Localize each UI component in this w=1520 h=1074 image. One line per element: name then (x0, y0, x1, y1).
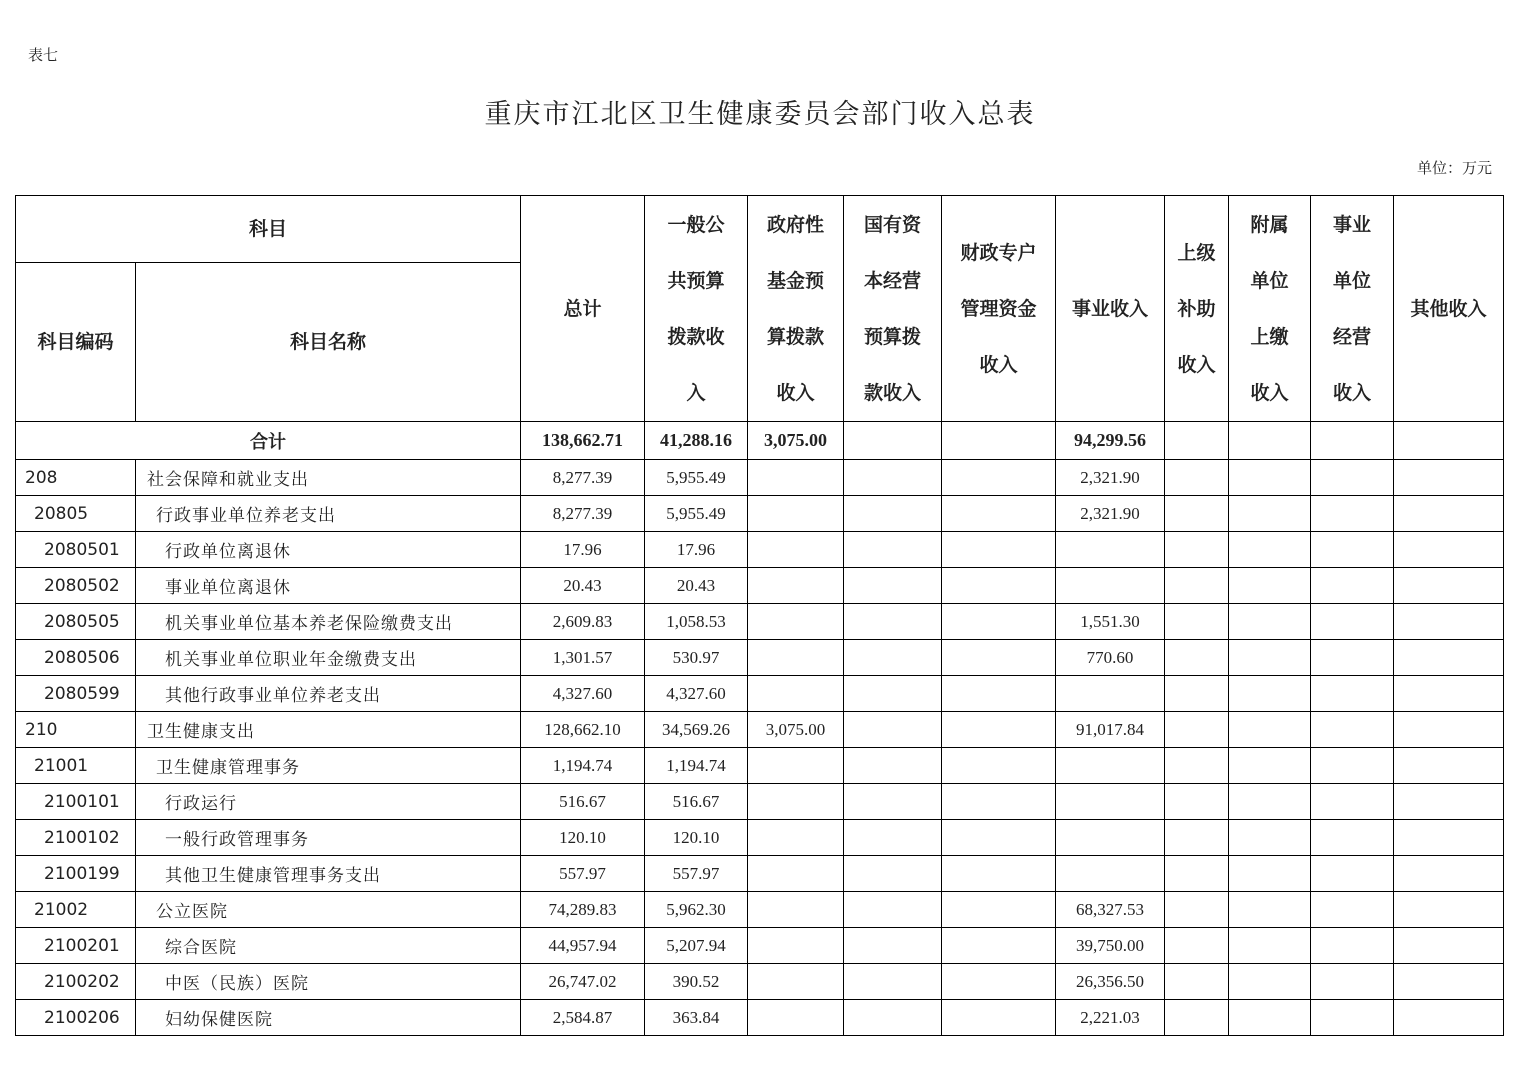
cell-business (1056, 820, 1165, 856)
cell-total: 17.96 (521, 532, 645, 568)
cell-affiliate (1229, 1000, 1311, 1036)
cell-general: 17.96 (645, 532, 748, 568)
cell-other (1394, 676, 1504, 712)
cell-affiliate (1229, 532, 1311, 568)
cell-superior (1165, 784, 1229, 820)
cell-total: 74,289.83 (521, 892, 645, 928)
cell-other (1394, 496, 1504, 532)
cell-general: 1,058.53 (645, 604, 748, 640)
cell-state-capital (844, 784, 942, 820)
cell-special-fund (942, 964, 1056, 1000)
table-row (16, 856, 1504, 892)
cell-state-capital (844, 928, 942, 964)
cell-total: 128,662.10 (521, 712, 645, 748)
cell-gov-fund (748, 964, 844, 1000)
table-row (16, 676, 1504, 712)
cell-gov-fund (748, 820, 844, 856)
cell-gov-fund: 3,075.00 (748, 712, 844, 748)
cell-state-capital (844, 964, 942, 1000)
cell-operation (1311, 460, 1394, 496)
cell-business (1056, 532, 1165, 568)
cell-special-fund (942, 568, 1056, 604)
cell-total: 44,957.94 (521, 928, 645, 964)
cell-superior (1165, 820, 1229, 856)
cell-general: 530.97 (645, 640, 748, 676)
cell-total: 8,277.39 (521, 460, 645, 496)
cell-operation (1311, 712, 1394, 748)
unit-label: 单位：万元 (1416, 159, 1492, 177)
cell-affiliate (1229, 676, 1311, 712)
cell-state-capital (844, 1000, 942, 1036)
cell-total: 1,301.57 (521, 640, 645, 676)
cell-business (1056, 676, 1165, 712)
cell-special-fund (942, 892, 1056, 928)
cell-affiliate (1229, 856, 1311, 892)
table-row (16, 532, 1504, 568)
cell-business (1056, 784, 1165, 820)
cell-superior (1165, 748, 1229, 784)
subject-code: 2100101 (16, 784, 136, 820)
data-rows (16, 460, 1504, 1036)
cell-gov-fund (748, 604, 844, 640)
cell-gov-fund (748, 460, 844, 496)
subject-code: 21002 (16, 892, 136, 928)
subject-code: 21001 (16, 748, 136, 784)
subject-name: 行政运行 (136, 784, 521, 820)
subject-name: 行政单位离退休 (136, 532, 521, 568)
cell-business: 2,321.90 (1056, 496, 1165, 532)
cell-business: 26,356.50 (1056, 964, 1165, 1000)
cell-special-fund (942, 712, 1056, 748)
cell-general: 1,194.74 (645, 748, 748, 784)
cell-business: 68,327.53 (1056, 892, 1165, 928)
total-cell-general: 41,288.16 (645, 422, 748, 460)
header-general-budget: 一般公 共预算 拨款收 入 (645, 196, 748, 422)
subject-name: 其他行政事业单位养老支出 (136, 676, 521, 712)
cell-affiliate (1229, 568, 1311, 604)
cell-state-capital (844, 748, 942, 784)
cell-gov-fund (748, 640, 844, 676)
cell-operation (1311, 856, 1394, 892)
cell-superior (1165, 496, 1229, 532)
cell-state-capital (844, 712, 942, 748)
cell-state-capital (844, 820, 942, 856)
cell-other (1394, 568, 1504, 604)
subject-code: 2080502 (16, 568, 136, 604)
cell-affiliate (1229, 928, 1311, 964)
cell-other (1394, 604, 1504, 640)
cell-general: 557.97 (645, 856, 748, 892)
cell-special-fund (942, 856, 1056, 892)
cell-affiliate (1229, 460, 1311, 496)
cell-business: 91,017.84 (1056, 712, 1165, 748)
table-row (16, 784, 1504, 820)
cell-operation (1311, 820, 1394, 856)
total-cell-gov-fund: 3,075.00 (748, 422, 844, 460)
cell-business: 2,321.90 (1056, 460, 1165, 496)
table-row (16, 892, 1504, 928)
total-cell-operation (1311, 422, 1394, 460)
cell-total: 120.10 (521, 820, 645, 856)
subject-name: 事业单位离退休 (136, 568, 521, 604)
total-cell-affiliate (1229, 422, 1311, 460)
table-row (16, 820, 1504, 856)
header-name: 科目名称 (136, 263, 521, 422)
cell-gov-fund (748, 784, 844, 820)
header-other-income: 其他收入 (1394, 196, 1504, 422)
cell-operation (1311, 604, 1394, 640)
cell-business (1056, 568, 1165, 604)
cell-operation (1311, 964, 1394, 1000)
subject-name: 其他卫生健康管理事务支出 (136, 856, 521, 892)
income-summary-table (15, 195, 1504, 1036)
cell-affiliate (1229, 604, 1311, 640)
cell-total: 2,584.87 (521, 1000, 645, 1036)
cell-superior (1165, 856, 1229, 892)
cell-superior (1165, 640, 1229, 676)
cell-superior (1165, 568, 1229, 604)
subject-code: 210 (16, 712, 136, 748)
cell-state-capital (844, 496, 942, 532)
total-cell-superior (1165, 422, 1229, 460)
cell-general: 516.67 (645, 784, 748, 820)
cell-superior (1165, 892, 1229, 928)
cell-gov-fund (748, 892, 844, 928)
cell-superior (1165, 604, 1229, 640)
subject-name: 卫生健康管理事务 (136, 748, 521, 784)
total-cell-other (1394, 422, 1504, 460)
total-cell-total: 138,662.71 (521, 422, 645, 460)
subject-code: 2100199 (16, 856, 136, 892)
cell-superior (1165, 712, 1229, 748)
subject-name: 机关事业单位职业年金缴费支出 (136, 640, 521, 676)
page-title: 重庆市江北区卫生健康委员会部门收入总表 (484, 99, 1036, 130)
cell-operation (1311, 928, 1394, 964)
table-row (16, 640, 1504, 676)
subject-code: 2080506 (16, 640, 136, 676)
cell-state-capital (844, 532, 942, 568)
table-row (16, 460, 1504, 496)
subject-code: 208 (16, 460, 136, 496)
table-row (16, 496, 1504, 532)
cell-general: 363.84 (645, 1000, 748, 1036)
cell-general: 390.52 (645, 964, 748, 1000)
cell-business (1056, 856, 1165, 892)
header-subject: 科目 (16, 196, 521, 263)
cell-general: 5,955.49 (645, 460, 748, 496)
cell-other (1394, 1000, 1504, 1036)
cell-special-fund (942, 496, 1056, 532)
cell-special-fund (942, 640, 1056, 676)
cell-special-fund (942, 928, 1056, 964)
total-label: 合计 (16, 422, 521, 460)
cell-gov-fund (748, 1000, 844, 1036)
subject-name: 卫生健康支出 (136, 712, 521, 748)
cell-superior (1165, 460, 1229, 496)
cell-total: 2,609.83 (521, 604, 645, 640)
cell-general: 5,962.30 (645, 892, 748, 928)
cell-other (1394, 784, 1504, 820)
cell-superior (1165, 928, 1229, 964)
cell-special-fund (942, 460, 1056, 496)
cell-business: 770.60 (1056, 640, 1165, 676)
cell-business (1056, 748, 1165, 784)
cell-other (1394, 856, 1504, 892)
cell-gov-fund (748, 856, 844, 892)
cell-general: 4,327.60 (645, 676, 748, 712)
cell-business: 39,750.00 (1056, 928, 1165, 964)
cell-affiliate (1229, 712, 1311, 748)
subject-name: 中医（民族）医院 (136, 964, 521, 1000)
cell-other (1394, 820, 1504, 856)
cell-total: 557.97 (521, 856, 645, 892)
cell-other (1394, 640, 1504, 676)
cell-general: 34,569.26 (645, 712, 748, 748)
subject-name: 妇幼保健医院 (136, 1000, 521, 1036)
table-row (16, 604, 1504, 640)
cell-total: 1,194.74 (521, 748, 645, 784)
table-number-label: 表七 (28, 46, 59, 64)
cell-superior (1165, 1000, 1229, 1036)
cell-other (1394, 460, 1504, 496)
subject-name: 行政事业单位养老支出 (136, 496, 521, 532)
cell-operation (1311, 676, 1394, 712)
cell-special-fund (942, 676, 1056, 712)
cell-special-fund (942, 532, 1056, 568)
cell-operation (1311, 748, 1394, 784)
cell-general: 5,207.94 (645, 928, 748, 964)
cell-total: 26,747.02 (521, 964, 645, 1000)
cell-special-fund (942, 1000, 1056, 1036)
cell-gov-fund (748, 496, 844, 532)
cell-other (1394, 712, 1504, 748)
cell-total: 20.43 (521, 568, 645, 604)
cell-affiliate (1229, 784, 1311, 820)
cell-total: 516.67 (521, 784, 645, 820)
total-row (16, 422, 1504, 460)
table-row (16, 1000, 1504, 1036)
subject-name: 社会保障和就业支出 (136, 460, 521, 496)
cell-affiliate (1229, 640, 1311, 676)
cell-operation (1311, 892, 1394, 928)
cell-other (1394, 892, 1504, 928)
cell-operation (1311, 496, 1394, 532)
cell-gov-fund (748, 568, 844, 604)
table-row (16, 568, 1504, 604)
cell-gov-fund (748, 532, 844, 568)
cell-other (1394, 928, 1504, 964)
cell-total: 8,277.39 (521, 496, 645, 532)
cell-general: 5,955.49 (645, 496, 748, 532)
subject-code: 2100201 (16, 928, 136, 964)
cell-state-capital (844, 604, 942, 640)
subject-name: 公立医院 (136, 892, 521, 928)
cell-general: 120.10 (645, 820, 748, 856)
cell-state-capital (844, 640, 942, 676)
cell-operation (1311, 784, 1394, 820)
cell-other (1394, 532, 1504, 568)
table-row (16, 964, 1504, 1000)
cell-superior (1165, 532, 1229, 568)
cell-other (1394, 748, 1504, 784)
total-cell-state-capital (844, 422, 942, 460)
cell-operation (1311, 532, 1394, 568)
cell-operation (1311, 568, 1394, 604)
cell-operation (1311, 1000, 1394, 1036)
header-superior-subsidy: 上级 补助 收入 (1165, 196, 1229, 422)
cell-operation (1311, 640, 1394, 676)
table-row (16, 748, 1504, 784)
header-affiliate-payment: 附属 单位 上缴 收入 (1229, 196, 1311, 422)
subject-name: 综合医院 (136, 928, 521, 964)
header-gov-fund: 政府性 基金预 算拨款 收入 (748, 196, 844, 422)
cell-affiliate (1229, 964, 1311, 1000)
cell-gov-fund (748, 676, 844, 712)
table-row (16, 928, 1504, 964)
cell-gov-fund (748, 748, 844, 784)
cell-other (1394, 964, 1504, 1000)
cell-special-fund (942, 604, 1056, 640)
subject-code: 2100206 (16, 1000, 136, 1036)
header-special-fund: 财政专户 管理资金 收入 (942, 196, 1056, 422)
subject-code: 2080501 (16, 532, 136, 568)
cell-state-capital (844, 568, 942, 604)
header-business-income: 事业收入 (1056, 196, 1165, 422)
subject-code: 2100102 (16, 820, 136, 856)
total-cell-special-fund (942, 422, 1056, 460)
subject-code: 2080599 (16, 676, 136, 712)
cell-special-fund (942, 820, 1056, 856)
cell-state-capital (844, 460, 942, 496)
cell-special-fund (942, 784, 1056, 820)
cell-state-capital (844, 676, 942, 712)
subject-code: 20805 (16, 496, 136, 532)
total-cell-business: 94,299.56 (1056, 422, 1165, 460)
cell-business: 1,551.30 (1056, 604, 1165, 640)
subject-code: 2080505 (16, 604, 136, 640)
subject-code: 2100202 (16, 964, 136, 1000)
cell-affiliate (1229, 496, 1311, 532)
cell-superior (1165, 676, 1229, 712)
header-business-operation: 事业 单位 经营 收入 (1311, 196, 1394, 422)
cell-general: 20.43 (645, 568, 748, 604)
header-total: 总计 (521, 196, 645, 422)
header-code: 科目编码 (16, 263, 136, 422)
cell-affiliate (1229, 820, 1311, 856)
table-row (16, 712, 1504, 748)
subject-name: 机关事业单位基本养老保险缴费支出 (136, 604, 521, 640)
cell-special-fund (942, 748, 1056, 784)
cell-state-capital (844, 856, 942, 892)
header-state-capital: 国有资 本经营 预算拨 款收入 (844, 196, 942, 422)
cell-affiliate (1229, 748, 1311, 784)
cell-total: 4,327.60 (521, 676, 645, 712)
cell-state-capital (844, 892, 942, 928)
subject-name: 一般行政管理事务 (136, 820, 521, 856)
cell-affiliate (1229, 892, 1311, 928)
cell-gov-fund (748, 928, 844, 964)
cell-superior (1165, 964, 1229, 1000)
cell-business: 2,221.03 (1056, 1000, 1165, 1036)
